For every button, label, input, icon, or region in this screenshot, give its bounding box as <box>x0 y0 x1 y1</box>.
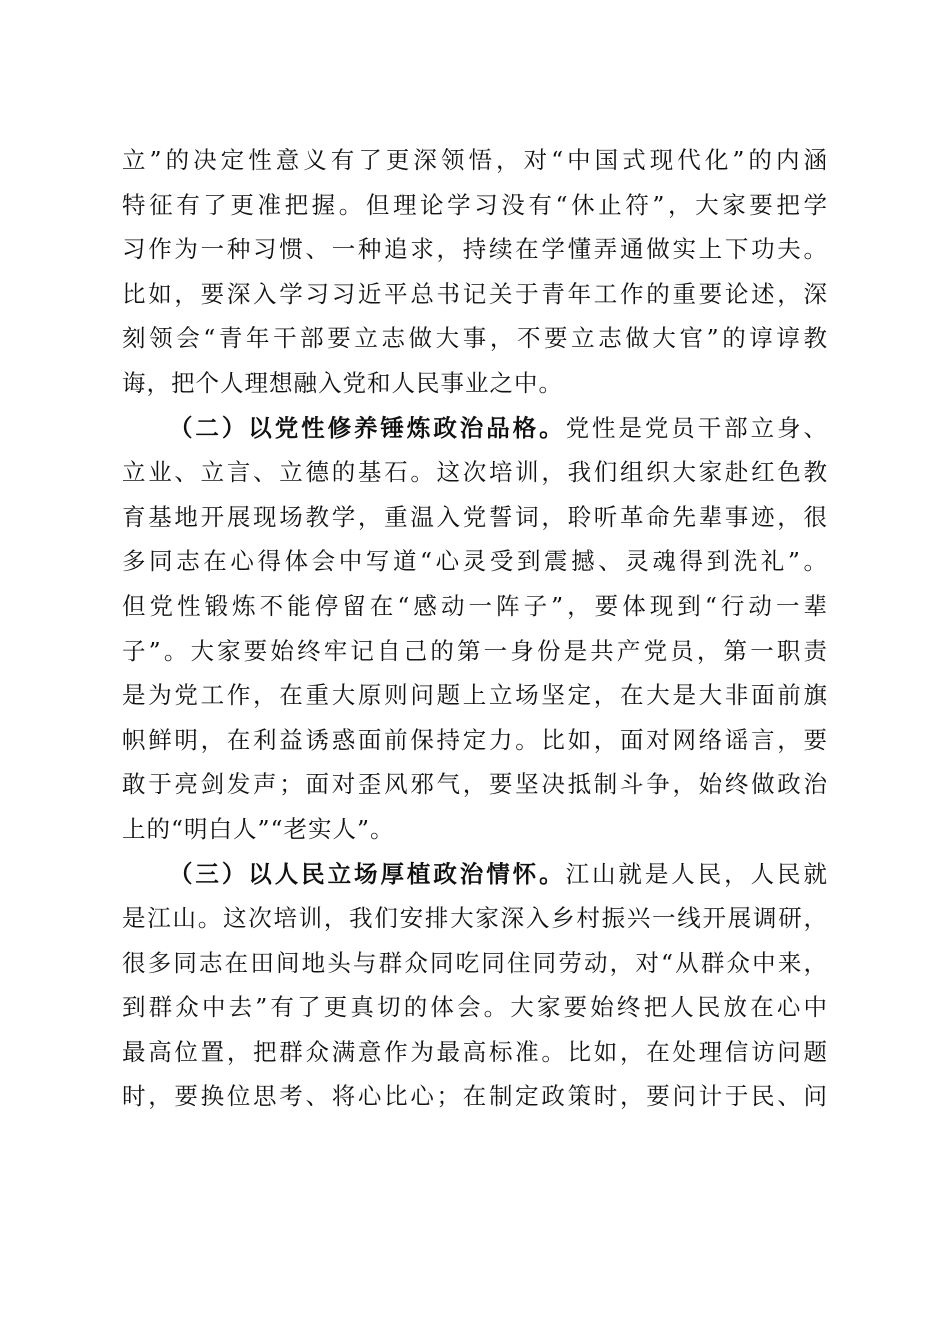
paragraph-3-line-6: 时，要换位思考、将心比心；在制定政策时，要问计于民、问 <box>122 1082 828 1111</box>
paragraph-3-line-5: 最高位置，把群众满意作为最高标准。比如，在处理信访问题 <box>122 1037 828 1066</box>
paragraph-2-line-4: 多同志在心得体会中写道“心灵受到震撼、灵魂得到洗礼”。 <box>122 547 828 576</box>
paragraph-2-first-line <box>122 406 828 451</box>
paragraph-1-line-2: 特征有了更准把握。但理论学习没有“休止符”，大家要把学 <box>122 190 828 219</box>
paragraph-3-first-line-text: 江山就是人民，人民就 <box>565 859 828 888</box>
paragraph-2-line-7: 是为党工作，在重大原则问题上立场坚定，在大是大非面前旗 <box>122 681 828 710</box>
paragraph-1-line-3: 习作为一种习惯、一种追求，持续在学懂弄通做实上下功夫。 <box>122 235 828 264</box>
section-heading-2: （二）以党性修养锤炼政治品格。 <box>169 413 566 442</box>
paragraph-3-first-line <box>122 852 828 897</box>
paragraph-1-line-1: 立”的决定性意义有了更深领悟，对“中国式现代化”的内涵 <box>122 146 828 174</box>
paragraph-2-line-6: 子”。大家要始终牢记自己的第一身份是共产党员，第一职责 <box>122 636 828 665</box>
document-body <box>122 138 828 1119</box>
paragraph-2-first-line-text: 党性是党员干部立身、 <box>565 413 828 442</box>
paragraph-2-line-5: 但党性锻炼不能停留在“感动一阵子”，要体现到“行动一辈 <box>122 591 828 620</box>
paragraph-3-line-2: 是江山。这次培训，我们安排大家深入乡村振兴一线开展调研， <box>122 904 828 933</box>
paragraph-3-line-3: 很多同志在田间地头与群众同吃同住同劳动，对“从群众中来， <box>122 948 828 977</box>
paragraph-3-line-4: 到群众中去”有了更真切的体会。大家要始终把人民放在心中 <box>122 993 828 1022</box>
paragraph-1-line-4: 比如，要深入学习习近平总书记关于青年工作的重要论述，深 <box>122 279 828 308</box>
paragraph-2-line-8: 帜鲜明，在利益诱惑面前保持定力。比如，面对网络谣言，要 <box>122 725 828 754</box>
paragraph-2-line-10: 上的“明白人”“老实人”。 <box>122 814 395 843</box>
paragraph-2-line-2: 立业、立言、立德的基石。这次培训，我们组织大家赴红色教 <box>122 458 828 487</box>
paragraph-1-line-6: 诲，把个人理想融入党和人民事业之中。 <box>122 368 563 397</box>
paragraph-2-line-9: 敢于亮剑发声；面对歪风邪气，要坚决抵制斗争，始终做政治 <box>122 770 828 799</box>
paragraph-2-line-3: 育基地开展现场教学，重温入党誓词，聆听革命先辈事迹，很 <box>122 502 828 531</box>
paragraph-1-line-5: 刻领会“青年干部要立志做大事，不要立志做大官”的谆谆教 <box>122 324 828 353</box>
section-heading-3: （三）以人民立场厚植政治情怀。 <box>169 859 566 888</box>
